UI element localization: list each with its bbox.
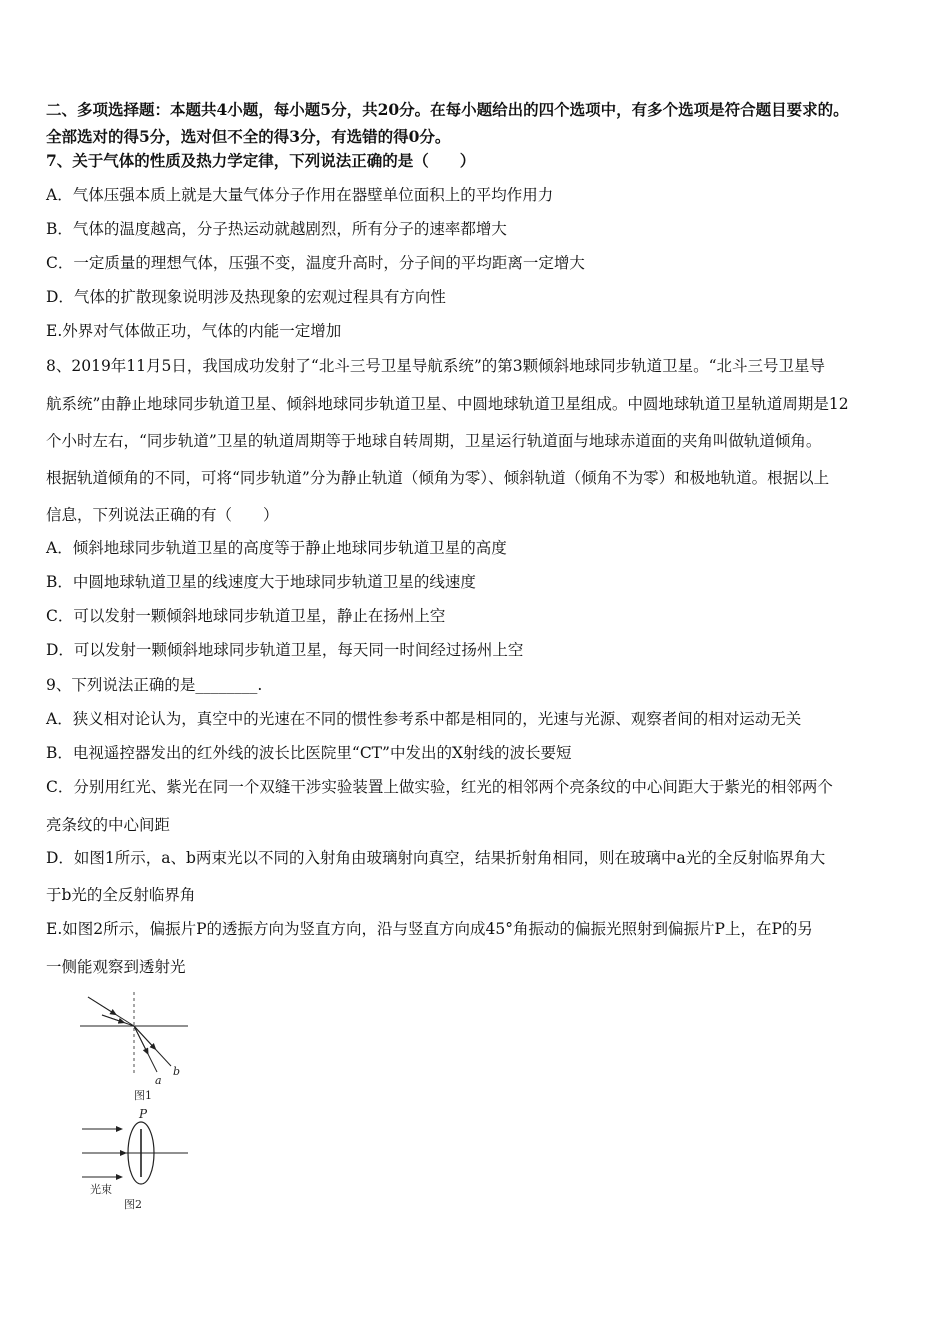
section-heading-line-2: 全部选对的得5分，选对但不全的得3分，有选错的得0分。 <box>46 127 451 146</box>
q8-stem-line-2: 航系统”由静止地球同步轨道卫星、倾斜地球同步轨道卫星、中圆地球轨道卫星组成。中圆地球轨道卫星轨道周期是12 <box>46 395 849 413</box>
q9-option-c-line-2: 亮条纹的中心间距 <box>46 816 171 834</box>
q8-stem-line-4: 根据轨道倾角的不同，可将“同步轨道”分为静止轨道（倾角为零）、倾斜轨道（倾角不为零）和极地轨道。根据以上 <box>46 469 830 487</box>
q9-option-a: A．狭义相对论认为，真空中的光速在不同的惯性参考系中都是相同的，光速与光源、观察者间的相对运动无关 <box>46 710 802 728</box>
q9-option-e-line-2: 一侧能观察到透射光 <box>46 958 186 976</box>
figure-2-label-p: P <box>139 1107 148 1121</box>
section-heading-line-1: 二、多项选择题：本题共4小题，每小题5分，共20分。在每小题给出的四个选项中，有多个选项是符合题目要求的。 <box>46 100 849 119</box>
q7-option-e: E.外界对气体做正功，气体的内能一定增加 <box>46 322 342 340</box>
figure-2-beam-label: 光束 <box>90 1183 112 1196</box>
q7-option-a: A．气体压强本质上就是大量气体分子作用在器壁单位面积上的平均作用力 <box>46 186 554 204</box>
q8-option-c: C．可以发射一颗倾斜地球同步轨道卫星，静止在扬州上空 <box>46 607 446 625</box>
q8-option-b: B．中圆地球轨道卫星的线速度大于地球同步轨道卫星的线速度 <box>46 573 476 591</box>
figure-1-caption: 图1 <box>134 1089 152 1102</box>
q8-option-a: A．倾斜地球同步轨道卫星的高度等于静止地球同步轨道卫星的高度 <box>46 539 507 557</box>
refracted-ray-a-arrow <box>134 1026 147 1052</box>
incident-ray-a-arrow <box>88 997 114 1013</box>
q9-option-c-line-1: C．分别用红光、紫光在同一个双缝干涉实验装置上做实验，红光的相邻两个亮条纹的中心间距大于紫光的相邻两个 <box>46 778 833 796</box>
figure-1-label-b: b <box>173 1065 181 1078</box>
q7-stem: 7、关于气体的性质及热力学定律，下列说法正确的是（ ） <box>46 151 476 170</box>
figure-1-label-a: a <box>155 1074 162 1087</box>
q9-stem: 9、下列说法正确的是________. <box>46 676 263 694</box>
q7-option-d: D．气体的扩散现象说明涉及热现象的宏观过程具有方向性 <box>46 288 446 306</box>
q8-stem-line-3: 个小时左右，“同步轨道”卫星的轨道周期等于地球自转周期，卫星运行轨道面与地球赤道面的夹角叫做轨道倾角。 <box>46 432 822 450</box>
q8-stem-line-1: 8、2019年11月5日，我国成功发射了“北斗三号卫星导航系统”的第3颗倾斜地球同步轨道卫星。“北斗三号卫星导 <box>46 357 826 375</box>
q9-option-b: B．电视遥控器发出的红外线的波长比医院里“CT”中发出的X射线的波长要短 <box>46 744 572 762</box>
q8-option-d: D．可以发射一颗倾斜地球同步轨道卫星，每天同一时间经过扬州上空 <box>46 641 524 659</box>
refracted-ray-b-arrow <box>134 1026 154 1048</box>
figure-1-refraction <box>70 990 210 1105</box>
figure-2-caption: 图2 <box>124 1198 142 1211</box>
q9-option-d-line-1: D．如图1所示，a、b两束光以不同的入射角由玻璃射向真空，结果折射角相同，则在玻璃中a光的全反射临界角大 <box>46 849 826 867</box>
q7-option-b: B．气体的温度越高，分子热运动就越剧烈，所有分子的速率都增大 <box>46 220 507 238</box>
q9-option-d-line-2: 于b光的全反射临界角 <box>46 886 196 904</box>
q8-stem-line-5: 信息，下列说法正确的有（ ） <box>46 506 279 524</box>
figure-2-polarizer <box>70 1105 210 1215</box>
q7-option-c: C．一定质量的理想气体，压强不变，温度升高时，分子间的平均距离一定增大 <box>46 254 585 272</box>
q9-option-e-line-1: E.如图2所示，偏振片P的透振方向为竖直方向，沿与竖直方向成45°角振动的偏振光照射到偏振片P上，在P的另 <box>46 920 813 938</box>
